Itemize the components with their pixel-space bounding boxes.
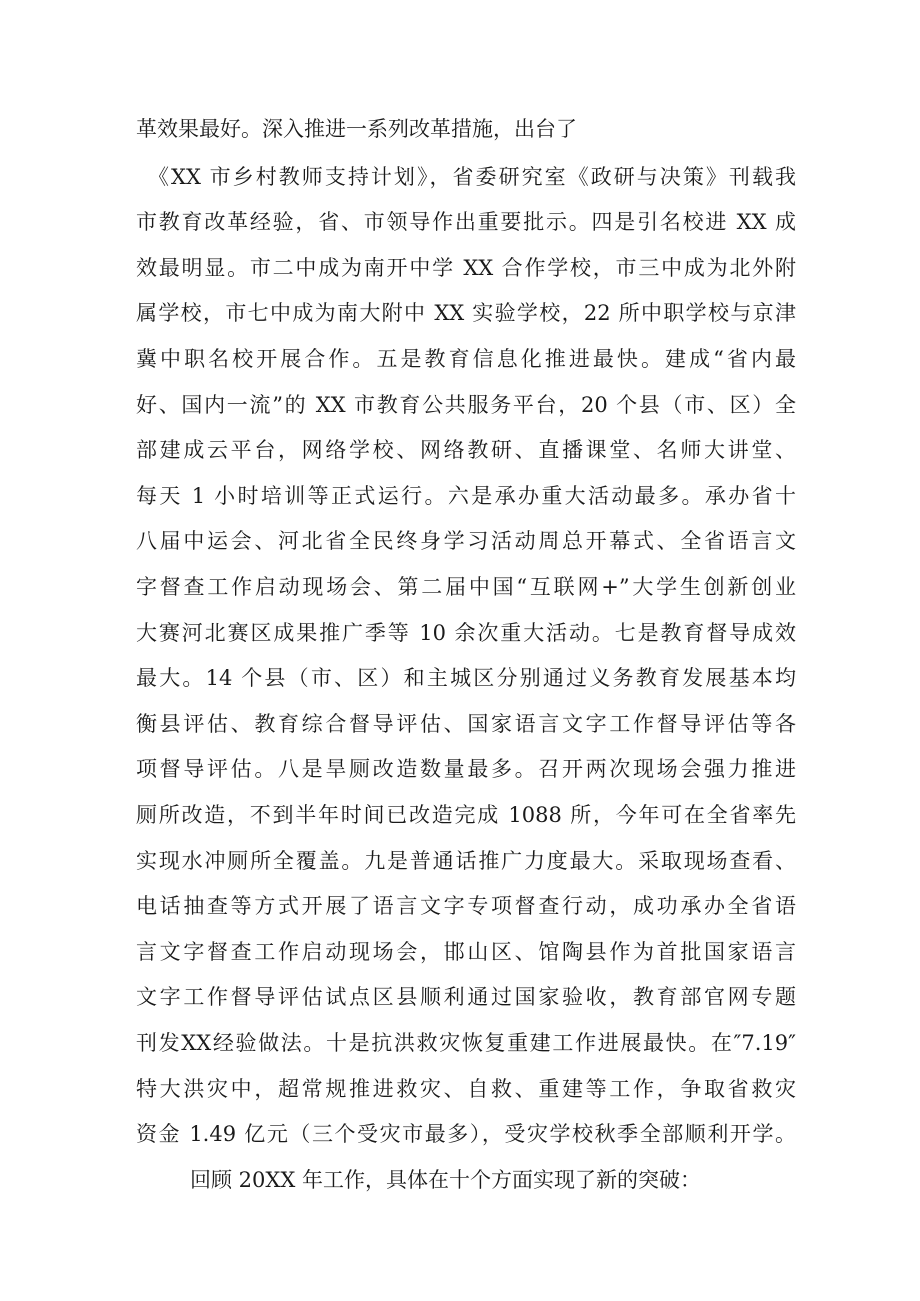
text-line-4: 效最明显。市二中成为南开中学 XX 合作学校，市三中成为北外附 bbox=[136, 256, 796, 280]
text-line-16: 厕所改造，不到半年时间已改造完成 1088 所，今年可在全省率先 bbox=[136, 803, 796, 827]
text-line-8: 部建成云平台，网络学校、网络教研、直播课堂、名师大讲堂、 bbox=[136, 438, 796, 462]
text-line-24: 回顾 20XX 年工作，具体在十个方面实现了新的突破： bbox=[190, 1168, 701, 1192]
text-line-1: 革效果最好。深入推进一系列改革措施，出台了 bbox=[136, 117, 577, 141]
text-line-19: 言文字督查工作启动现场会，邯山区、馆陶县作为首批国家语言 bbox=[136, 940, 796, 964]
text-line-10: 八届中运会、河北省全民终身学习活动周总开幕式、全省语言文 bbox=[136, 529, 796, 553]
text-line-11: 字督查工作启动现场会、第二届中国“互联网+”大学生创新创业 bbox=[136, 575, 796, 599]
text-line-5: 属学校，市七中成为南大附中 XX 实验学校，22 所中职学校与京津 bbox=[136, 301, 796, 325]
text-line-6: 冀中职名校开展合作。五是教育信息化推进最快。建成“省内最 bbox=[136, 347, 796, 371]
text-line-7: 好、国内一流”的 XX 市教育公共服务平台，20 个县（市、区）全 bbox=[136, 393, 796, 417]
text-line-12: 大赛河北赛区成果推广季等 10 余次重大活动。七是教育督导成效 bbox=[136, 621, 796, 645]
text-line-22: 特大洪灾中，超常规推进救灾、自救、重建等工作，争取省救灾 bbox=[136, 1077, 796, 1101]
text-line-9: 每天 1 小时培训等正式运行。六是承办重大活动最多。承办省十 bbox=[136, 484, 796, 508]
text-line-15: 项督导评估。八是旱厕改造数量最多。召开两次现场会强力推进 bbox=[136, 757, 796, 781]
text-line-17: 实现水冲厕所全覆盖。九是普通话推广力度最大。采取现场查看、 bbox=[136, 849, 796, 873]
text-line-23: 资金 1.49 亿元（三个受灾市最多），受灾学校秋季全部顺利开学。 bbox=[136, 1122, 796, 1146]
text-line-14: 衡县评估、教育综合督导评估、国家语言文字工作督导评估等各 bbox=[136, 712, 796, 736]
text-line-20: 文字工作督导评估试点区县顺利通过国家验收，教育部官网专题 bbox=[136, 985, 796, 1009]
text-line-21: 刊发XX经验做法。十是抗洪救灾恢复重建工作进展最快。在″7.19″ bbox=[136, 1031, 796, 1055]
text-line-3: 市教育改革经验，省、市领导作出重要批示。四是引名校进 XX 成 bbox=[136, 210, 796, 234]
text-line-2: 《XX 市乡村教师支持计划》，省委研究室《政研与决策》刊载我 bbox=[148, 165, 796, 189]
text-line-13: 最大。14 个县（市、区）和主城区分别通过义务教育发展基本均 bbox=[136, 666, 796, 690]
text-line-18: 电话抽查等方式开展了语言文字专项督查行动，成功承办全省语 bbox=[136, 894, 796, 918]
